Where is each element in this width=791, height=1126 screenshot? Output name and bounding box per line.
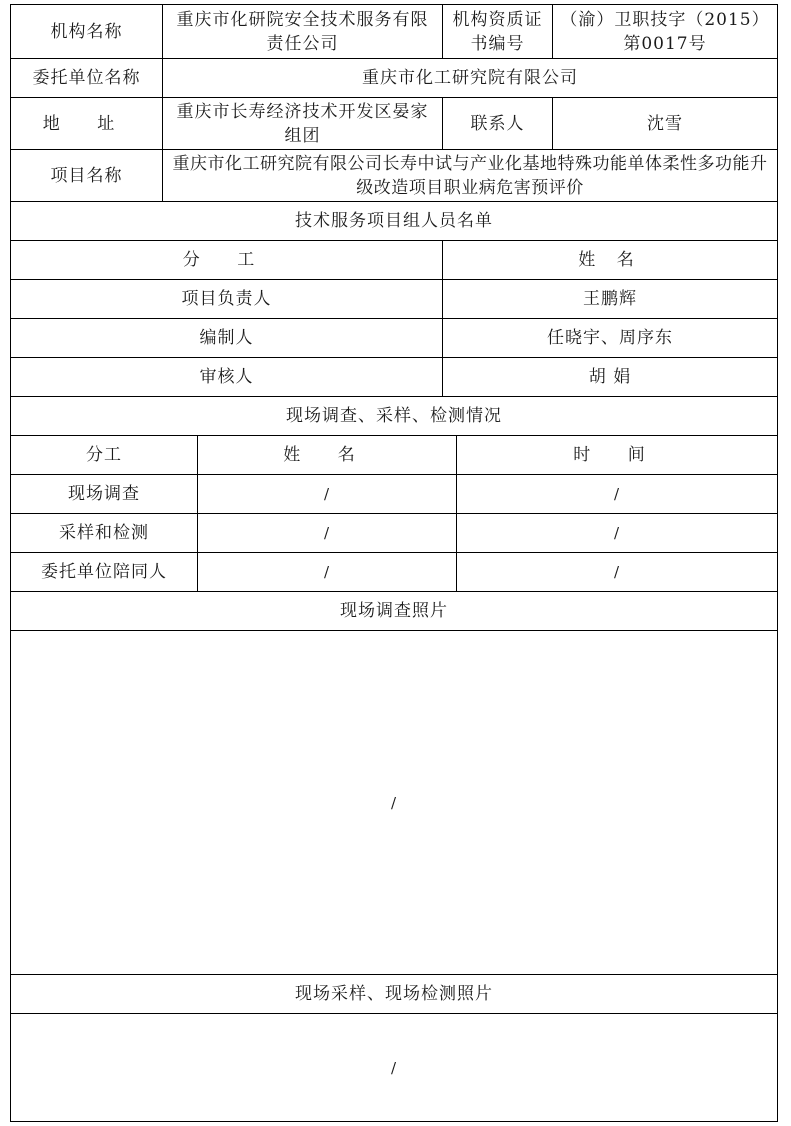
team-row	[11, 358, 778, 397]
team-title: 技术服务项目组人员名单	[11, 202, 778, 240]
team-title-row	[11, 202, 778, 241]
org-row	[11, 5, 778, 59]
team-name: 胡 娟	[443, 358, 778, 396]
survey-photo-title: 现场调查照片	[11, 592, 778, 630]
org-name-value: 重庆市化研院安全技术服务有限责任公司	[163, 5, 443, 58]
team-role: 项目负责人	[11, 280, 443, 318]
survey-header-row	[11, 436, 778, 475]
survey-time: /	[457, 553, 778, 591]
survey-row	[11, 475, 778, 514]
personnel-form-table	[10, 4, 778, 1122]
sampling-photo-title-row	[11, 975, 778, 1014]
survey-name: /	[198, 514, 457, 552]
survey-title: 现场调查、采样、检测情况	[11, 397, 778, 435]
client-value: 重庆市化工研究院有限公司	[163, 59, 778, 97]
survey-photo-area	[11, 631, 778, 975]
sampling-photo-value: /	[11, 1014, 778, 1121]
survey-role: 委托单位陪同人	[11, 553, 198, 591]
survey-col-role: 分工	[11, 436, 198, 474]
survey-row	[11, 553, 778, 592]
survey-time: /	[457, 514, 778, 552]
team-role: 审核人	[11, 358, 443, 396]
contact-value: 沈雪	[553, 98, 778, 149]
team-name: 王鹏辉	[443, 280, 778, 318]
team-row	[11, 319, 778, 358]
project-row	[11, 150, 778, 202]
project-value: 重庆市化工研究院有限公司长寿中试与产业化基地特殊功能单体柔性多功能升级改造项目职业病危害预评价	[163, 150, 778, 201]
team-row	[11, 280, 778, 319]
team-header-row	[11, 241, 778, 280]
client-row	[11, 59, 778, 98]
team-role: 编制人	[11, 319, 443, 357]
address-label: 地 址	[11, 98, 163, 149]
survey-time: /	[457, 475, 778, 513]
survey-col-name: 姓 名	[198, 436, 457, 474]
address-value: 重庆市长寿经济技术开发区晏家组团	[163, 98, 443, 149]
team-col-role: 分 工	[11, 241, 443, 279]
cert-label: 机构资质证书编号	[443, 5, 553, 58]
survey-row	[11, 514, 778, 553]
contact-label: 联系人	[443, 98, 553, 149]
address-row	[11, 98, 778, 150]
survey-role: 现场调查	[11, 475, 198, 513]
survey-col-time: 时 间	[457, 436, 778, 474]
survey-title-row	[11, 397, 778, 436]
sampling-photo-area	[11, 1014, 778, 1122]
survey-name: /	[198, 553, 457, 591]
survey-photo-title-row	[11, 592, 778, 631]
sampling-photo-title: 现场采样、现场检测照片	[11, 975, 778, 1013]
survey-name: /	[198, 475, 457, 513]
client-label: 委托单位名称	[11, 59, 163, 97]
survey-photo-value: /	[11, 631, 778, 974]
team-col-name: 姓 名	[443, 241, 778, 279]
org-name-label: 机构名称	[11, 5, 163, 58]
team-name: 任晓宇、周序东	[443, 319, 778, 357]
project-label: 项目名称	[11, 150, 163, 201]
cert-value: （渝）卫职技字（2015）第0017号	[553, 5, 778, 58]
survey-role: 采样和检测	[11, 514, 198, 552]
